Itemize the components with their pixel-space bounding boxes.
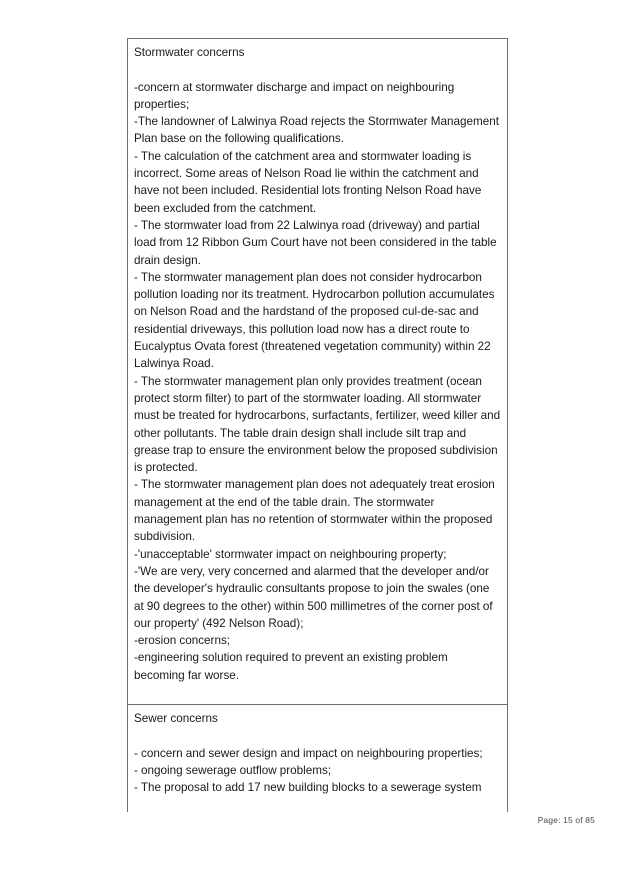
spacer-line (134, 727, 501, 744)
concern-item: - The stormwater management plan does not consider hydrocarbon pollution loading nor its treatment. Hydrocarbon pollution accumulates on Nelson Road and the hardstand of the proposed cul-de-sac and residential driveways, this pollution load now has a direct route to Eucalyptus Ovata forest (threatened vegetation community) within 22 Lalwinya Road. (134, 270, 495, 371)
concern-item: - The calculation of the catchment area and stormwater loading is incorrect. Some areas of Nelson Road lie within the catchment and have not been included. Residential lots fronting Nelson Road have been excluded from the catchment. (134, 149, 482, 215)
concern-item: -concern at stormwater discharge and impact on neighbouring properties; (134, 80, 455, 111)
stormwater-section-heading: Stormwater concerns (134, 46, 245, 59)
concern-item: - The proposal to add 17 new building blocks to a sewerage system (134, 781, 482, 795)
concern-item: -'unacceptable' stormwater impact on neighbouring property; (134, 547, 447, 561)
cell-trailing-space (134, 796, 501, 806)
sewer-section-body (134, 745, 501, 797)
concern-item: - The stormwater management plan does not adequately treat erosion management at the end of the table drain. The stormwater management plan has no retention of stormwater within the proposed subdivision. (134, 478, 495, 544)
concern-item: - ongoing sewerage outflow problems; (134, 763, 332, 777)
spacer-line (134, 61, 501, 78)
cell-trailing-space (134, 684, 501, 698)
concern-item: - The stormwater load from 22 Lalwinya road (driveway) and partial load from 12 Ribbon Gum Court have not been considered in the table drain design. (134, 218, 497, 267)
concern-item: -The landowner of Lalwinya Road rejects the Stormwater Management Plan base on the following qualifications. (134, 115, 499, 146)
concern-item: - The stormwater management plan only provides treatment (ocean protect storm filter) to part of the stormwater loading. All stormwater must be treated for hydrocarbons, surfactants, fertilizer, weed killer and other pollutants. The table drain design shall include silt trap and grease trap to ensure the environment below the proposed subdivision is protected. (134, 374, 501, 475)
sewer-section-heading: Sewer concerns (134, 711, 218, 725)
stormwater-section-body (134, 79, 501, 684)
concern-item: -erosion concerns; (134, 634, 231, 648)
table-cell-sewer-concerns (128, 704, 507, 812)
concerns-table (127, 38, 508, 812)
concern-item: - concern and sewer design and impact on neighbouring properties; (134, 746, 483, 760)
table-cell-stormwater-concerns (128, 39, 507, 704)
page-number-footer: Page: 15 of 85 (537, 815, 595, 825)
concern-item: -'We are very, very concerned and alarmed that the developer and/or the developer's hydraulic consultants propose to join the swales (one at 90 degrees to the other) within 500 millimetres of the corner post of our property' (492 Nelson Road); (134, 564, 493, 630)
concern-item: -engineering solution required to prevent an existing problem becoming far worse. (134, 651, 448, 682)
